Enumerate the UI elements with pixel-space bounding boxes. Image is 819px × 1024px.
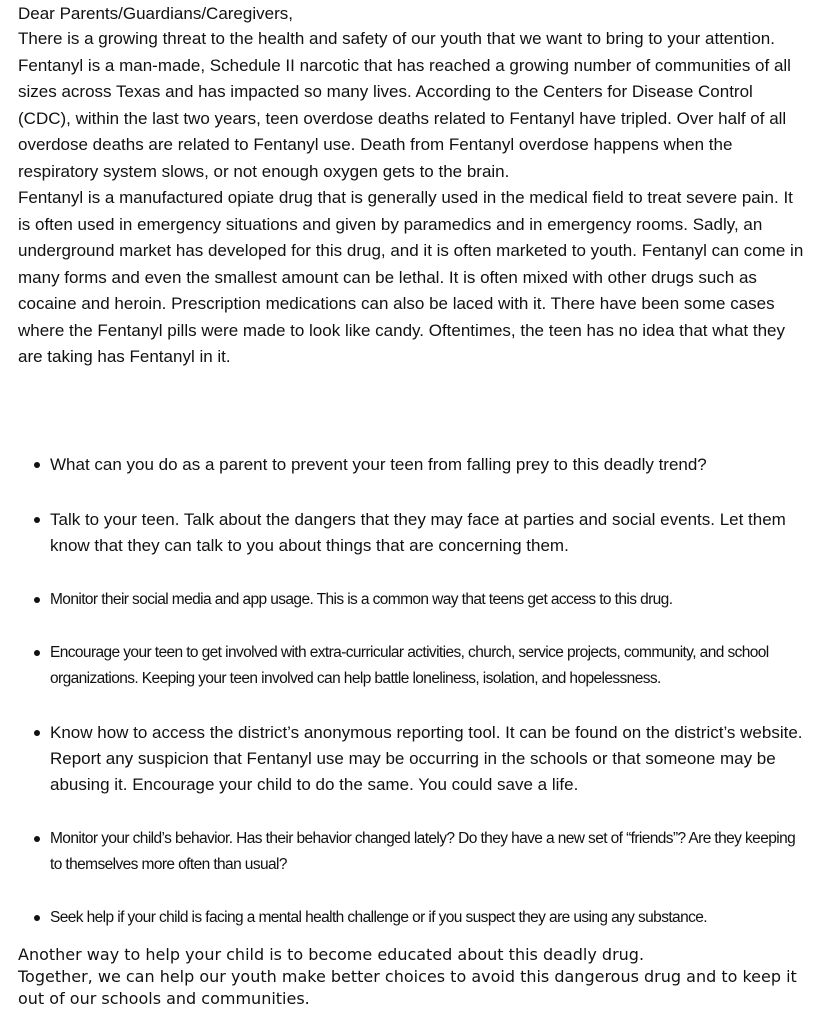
list-item-text: Monitor your child’s behavior. Has their behavior changed lately? Do they have a new set of “friends”? Are they keeping to themselves more often than usual?	[50, 830, 796, 873]
list-item-text: Encourage your teen to get involved with extra-curricular activities, church, service projects, community, and school organizations. Keeping your teen involved can help battle loneliness, isolation, and hopelessness.	[50, 644, 769, 687]
bullet-icon	[34, 597, 40, 603]
list-item-text: Know how to access the district’s anonymous reporting tool. It can be found on the district’s website. Report any suspicion that Fentanyl use may be occurring in the schools or that someone may be abusing it. Encourage your child to do the same. You could save a life.	[50, 723, 803, 794]
salutation: Dear Parents/Guardians/Caregivers,	[18, 4, 293, 23]
bullet-icon	[34, 730, 40, 736]
list-item-text: Talk to your teen. Talk about the dangers that they may face at parties and social events. Let them know that they can talk to you about things that are concerning them.	[50, 510, 786, 555]
closing-line: Together, we can help our youth make better choices to avoid this dangerous drug and to keep it out of our schools and communities.	[18, 967, 797, 1008]
list-item-text: Seek help if your child is facing a mental health challenge or if you suspect they are using any substance.	[50, 909, 707, 926]
letter	[18, 2, 808, 1008]
list-item-text: Monitor their social media and app usage. This is a common way that teens get access to this drug.	[50, 591, 673, 608]
list-item	[18, 507, 808, 559]
intro-paragraph: There is a growing threat to the health and safety of our youth that we want to bring to your attention. Fentanyl is a man-made, Schedule II narcotic that has reached a growing number of communities of all sizes across Texas and has impacted so many lives. According to the Centers for Disease Control (CDC), within the last two years, teen overdose deaths related to Fentanyl have tripled. Over half of all overdose deaths are related to Fentanyl use. Death from Fentanyl overdose happens when the respiratory system slows, or not enough oxygen gets to the brain.	[18, 29, 791, 181]
list-item	[18, 905, 808, 931]
bullet-icon	[34, 517, 40, 523]
list-item	[18, 587, 808, 613]
bullet-icon	[34, 836, 40, 842]
list-item	[18, 640, 808, 692]
list-item	[18, 452, 808, 478]
closing-line: Another way to help your child is to become educated about this deadly drug.	[18, 945, 645, 964]
closing-section	[18, 944, 808, 1010]
list-item	[18, 826, 808, 878]
fentanyl-description-paragraph: Fentanyl is a manufactured opiate drug that is generally used in the medical field to treat severe pain. It is often used in emergency situations and given by paramedics and in emergency rooms. Sadly, an underground market has developed for this drug, and it is often marketed to youth. Fentanyl can come in many forms and even the smallest amount can be lethal. It is often mixed with other drugs such as cocaine and heroin. Prescription medications can also be laced with it. There have been some cases where the Fentanyl pills were made to look like candy. Oftentimes, the teen has no idea that what they are taking has Fentanyl in it.	[18, 188, 804, 366]
bullet-icon	[34, 915, 40, 921]
bullet-icon	[34, 650, 40, 656]
bullet-icon	[34, 462, 40, 468]
list-item	[18, 720, 808, 798]
list-item-text: What can you do as a parent to prevent your teen from falling prey to this deadly trend?	[50, 455, 707, 474]
